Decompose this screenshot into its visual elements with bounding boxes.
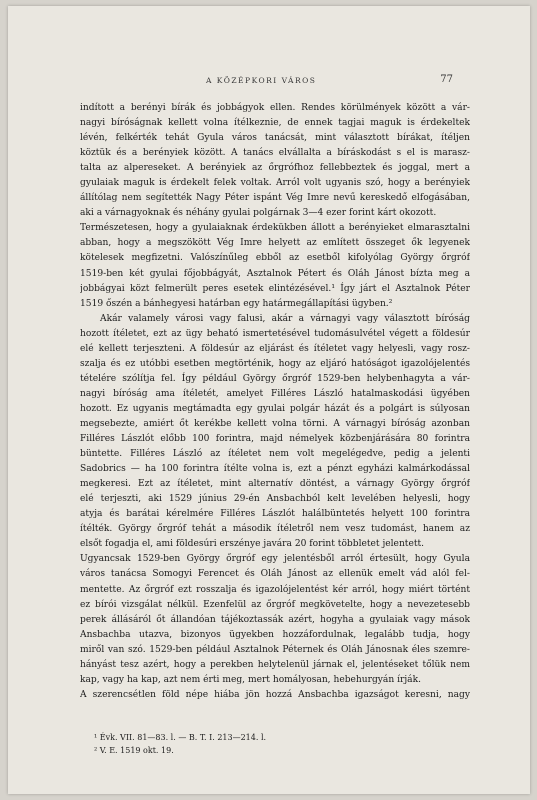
text-line: büntette. Filléres László az ítéletet nem volt megelégedve, pedig a jelenti: [80, 449, 470, 460]
text-line: ez bírói vizsgálat nélkül. Ezenfelül az őrgróf megkövetelte, hogy a nevezetesebb: [80, 599, 470, 610]
text-line: aki a várnagyoknak és néhány gyulai polgárnak 3—4 ezer forint kárt okozott.: [80, 208, 437, 219]
text-line: hozott. Ez ugyanis megtámadta egy gyulai polgár házát és a polgárt is súlyosan: [80, 403, 470, 414]
text-line: miről van szó. 1529-ben például Asztalnok Péternek és Oláh Jánosnak éles szemre-: [80, 644, 470, 655]
text-line: jobbágyai közt felmerült peres esetek elintézésével.¹ Így járt el Asztalnok Péter: [80, 283, 470, 294]
page-number: 77: [440, 74, 453, 85]
text-line: hozott ítéletet, ezt az ügy beható ismertetésével tudomásulvétel végett a földesúr: [80, 328, 470, 339]
text-line: atyja és barátai kérelmére Filléres Lászlót halálbüntetés helyett 100 forintra: [80, 509, 470, 520]
footnotes: [94, 731, 266, 757]
text-line: talta az alpereseket. A berényiek az őrgrófhoz fellebbeztek és joggal, mert a: [80, 163, 470, 174]
text-line: tételére szólítja fel. Így például György őrgróf 1529-ben helybenhagyta a vár-: [80, 373, 470, 384]
text-line: mentette. Az őrgróf ezt rosszalja és igazolójelentést kér arról, hogy miért történt: [80, 584, 470, 595]
footnote: ² V. E. 1519 okt. 19.: [94, 746, 174, 755]
text-line: 1519-ben két gyulai főjobbágyát, Asztalnok Pétert és Oláh Jánost bízta meg a: [80, 268, 470, 279]
text-line: ítélték. György őrgróf tehát a második ítéletről nem vesz tudomást, hanem az: [80, 524, 470, 535]
text-line: 1519 őszén a bánhegyesi határban egy határmegállapítási ügyben.²: [80, 298, 393, 309]
text-line: hányást tesz azért, hogy a perekben helytelenül járnak el, jelentéseket tőlük nem: [80, 659, 470, 670]
text-line: elé kellett terjeszteni. A földesúr az eljárást és ítéletet vagy helyesli, vagy rosz-: [80, 343, 470, 354]
text-line: A szerencsétlen föld népe hiába jön hozzá Ansbachba igazságot keresni, nagy: [80, 689, 470, 700]
text-line: gyulaiak maguk is érdekelt felek voltak. Arról volt ugyanis szó, hogy a berényiek: [80, 178, 470, 189]
text-line: lévén, felkérték tehát Gyula város tanácsát, mint választott bírákat, ítéljen: [80, 133, 470, 144]
text-line: város tanácsa Somogyi Ferencet és Oláh Jánost az ellenük emelt vád alól fel-: [80, 569, 470, 580]
text-line: megsebezte, amiért őt kerékbe kellett volna törni. A várnagyi bíróság azonban: [80, 418, 470, 429]
text-line: perek állásáról őt állandóan tájékoztassák azért, hogyha a gyulaiak vagy mások: [80, 614, 470, 625]
text-line: nagyi bíróságnak kellett volna ítélkeznie, de ennek tagjai maguk is érdekeltek: [80, 118, 470, 129]
text-line: kap, vagy ha kap, azt nem érti meg, mert homályosan, hebehurgyán írják.: [80, 674, 421, 685]
running-head: A KÖZÉPKORI VÁROS: [206, 76, 317, 85]
text-line: kötelesek megfizetni. Valószínűleg ebből az esetből kifolyólag György őrgróf: [80, 253, 470, 264]
text-line: Ugyancsak 1529-ben György őrgróf egy jelentésből arról értesült, hogy Gyula: [80, 554, 470, 565]
text-line: abban, hogy a megszökött Vég Imre helyett az említett összeget ők legyenek: [80, 238, 470, 249]
text-line: Akár valamely városi vagy falusi, akár a várnagyi vagy választott bíróság: [100, 313, 470, 324]
text-line: Ansbachba utazva, bizonyos ügyekben hozzáfordulnak, legalább tudja, hogy: [80, 629, 470, 640]
text-line: indított a berényi bírák és jobbágyok ellen. Rendes körülmények között a vár-: [80, 103, 470, 113]
text-line: köztük és a berényiek között. A tanács elvállalta a bíráskodást s el is marasz-: [80, 148, 470, 159]
book-page: [8, 6, 530, 794]
text-line: állítólag nem segítették Nagy Péter ispánt Vég Imre nevű kereskedő elfogásában,: [80, 193, 470, 204]
text-line: megkeresi. Ezt az ítéletet, mint alternatív döntést, a várnagy György őrgróf: [80, 479, 470, 490]
text-line: Sadobrics — ha 100 forintra ítélte volna is, ezt a pénzt egyházi kalmárkodással: [80, 464, 470, 475]
body-text: [80, 101, 470, 703]
text-line: elsőt fogadja el, ami földesúri erszénye javára 20 forint többletet jelentett.: [80, 539, 425, 550]
text-line: szalja és ez utóbbi esetben megtörténik, hogy az eljáró hatóságot igazolójelentés: [80, 358, 470, 369]
text-line: Filléres Lászlót előbb 100 forintra, majd némelyek közbenjárására 80 forintra: [80, 434, 470, 445]
text-line: Természetesen, hogy a gyulaiaknak érdekükben állott a berényieket elmarasztalni: [80, 223, 470, 234]
text-line: nagyi bíróság ama ítéletét, amelyet Filléres László hatalmaskodási ügyében: [80, 388, 470, 399]
text-line: elé terjeszti, aki 1529 június 29-én Ansbachból kelt levelében helyesli, hogy: [80, 494, 470, 505]
footnote: ¹ Évk. VII. 81—83. l. — B. T. I. 213—214. l.: [94, 733, 267, 742]
